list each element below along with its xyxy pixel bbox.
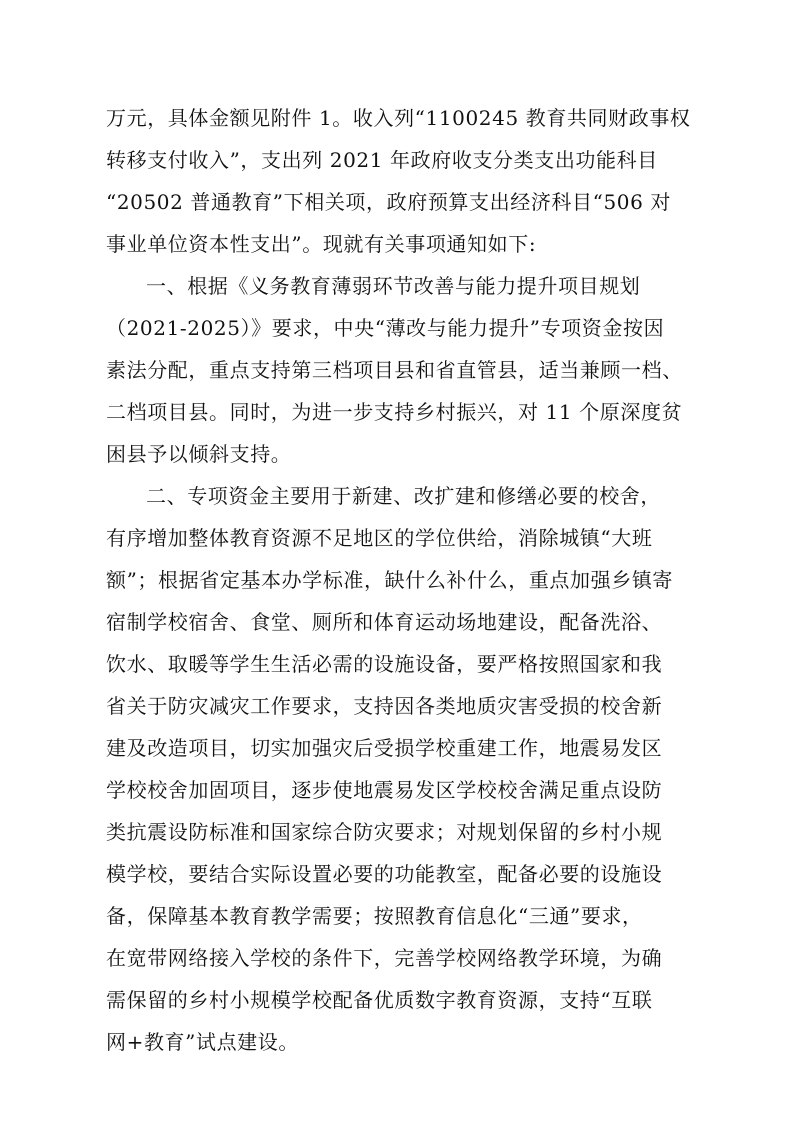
text-line: 建及改造项目，切实加强灾后受损学校重建工作，地震易发区 [106,736,663,760]
text-line: 转移支付收入”，支出列 2021 年政府收支分类支出功能科目 [106,148,658,172]
text-line: 备，保障基本教育教学需要；按照教育信息化“三通”要求， [106,904,643,928]
text-line: 困县予以倾斜支持。 [106,442,292,466]
text-line: 学校校舍加固项目，逐步使地震易发区学校校舍满足重点设防 [106,778,663,802]
text-line: 省关于防灾减灾工作要求，支持因各类地质灾害受损的校舍新 [106,694,663,718]
text-line: 模学校，要结合实际设置必要的功能教室，配备必要的设施设 [106,862,663,886]
text-line: 网+教育”试点建设。 [106,1030,299,1054]
text-line: “20502 普通教育”下相关项，政府预算支出经济科目“506 对 [106,190,671,214]
text-line: 一、根据《义务教育薄弱环节改善与能力提升项目规划 [146,274,641,298]
text-line: 万元，具体金额见附件 1。收入列“1100245 教育共同财政事权 [106,106,691,130]
text-line: 宿制学校宿舍、食堂、厕所和体育运动场地建设，配备洗浴、 [106,610,663,634]
text-line: 类抗震设防标准和国家综合防灾要求；对规划保留的乡村小规 [106,820,663,844]
text-line: 二档项目县。同时，为进一步支持乡村振兴，对 11 个原深度贫 [106,400,683,424]
text-line: 额”；根据省定基本办学标准，缺什么补什么，重点加强乡镇寄 [106,568,674,592]
text-line: 有序增加整体教育资源不足地区的学位供给，消除城镇“大班 [106,526,653,550]
text-line: 在宽带网络接入学校的条件下，完善学校网络教学环境，为确 [106,946,663,970]
text-line: 需保留的乡村小规模学校配备优质数字教育资源，支持“互联 [106,988,653,1012]
text-line: 饮水、取暖等学生生活必需的设施设备，要严格按照国家和我 [106,652,663,676]
text-line: （2021-2025）》要求，中央“薄改与能力提升”专项资金按因 [106,316,665,340]
text-line: 二、专项资金主要用于新建、改扩建和修缮必要的校舍， [146,484,661,508]
text-line: 素法分配，重点支持第三档项目县和省直管县，适当兼顾一档、 [106,358,683,382]
text-line: 事业单位资本性支出”。现就有关事项通知如下: [106,232,537,256]
